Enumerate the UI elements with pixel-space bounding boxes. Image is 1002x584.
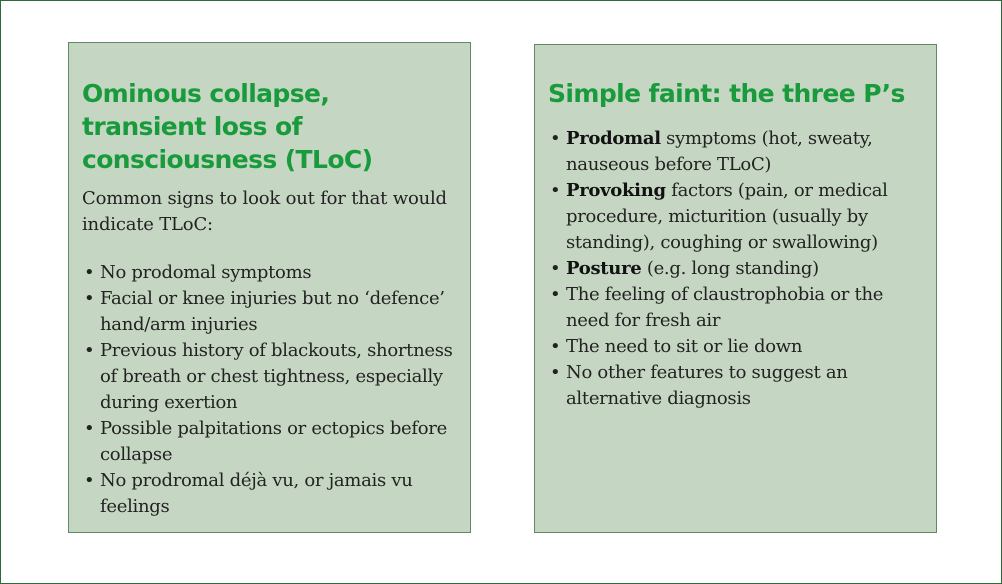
bullet-icon: • xyxy=(84,418,95,439)
list-item-text: symptoms (hot, sweaty, nauseous before TLoC) xyxy=(566,128,873,175)
list-item-text: No other features to suggest an alternative diagnosis xyxy=(566,362,848,409)
bullet-icon: • xyxy=(550,284,561,305)
bullet-icon: • xyxy=(550,128,561,149)
list-item-text: The feeling of claustrophobia or the need for fresh air xyxy=(566,284,884,331)
list-item xyxy=(548,360,926,412)
list-item-text: No prodomal symptoms xyxy=(100,262,312,283)
list-item xyxy=(548,126,926,178)
list-item-text: factors (pain, or medical procedure, micturition (usually by standing), coughing or swallowing) xyxy=(566,180,888,253)
tloc-panel-title: Ominous collapse, transient loss of consciousness (TLoC) xyxy=(82,79,373,174)
list-item xyxy=(82,468,460,520)
list-item xyxy=(82,338,460,416)
list-item-text: Facial or knee injuries but no ‘defence’ hand/arm injuries xyxy=(100,288,445,335)
list-item-term: Provoking xyxy=(566,180,666,201)
list-item-text: (e.g. long standing) xyxy=(641,258,819,279)
bullet-icon: • xyxy=(84,262,95,283)
tloc-panel xyxy=(68,42,471,533)
list-item xyxy=(82,416,460,468)
bullet-icon: • xyxy=(550,336,561,357)
simple-faint-panel xyxy=(534,44,937,533)
list-item-text: Previous history of blackouts, shortness of breath or chest tightness, especially during exertion xyxy=(100,340,453,413)
list-item xyxy=(548,334,926,360)
bullet-icon: • xyxy=(84,340,95,361)
three-ps-list xyxy=(548,126,926,412)
simple-faint-panel-title: Simple faint: the three P’s xyxy=(548,79,905,108)
list-item xyxy=(82,286,460,338)
list-item-text: Possible palpitations or ectopics before collapse xyxy=(100,418,447,465)
list-item-term: Posture xyxy=(566,258,642,279)
list-item xyxy=(548,282,926,334)
list-item-text: The need to sit or lie down xyxy=(566,336,803,357)
list-item xyxy=(548,256,926,282)
tloc-panel-intro: Common signs to look out for that would indicate TLoC: xyxy=(82,188,447,235)
bullet-icon: • xyxy=(84,288,95,309)
tloc-signs-list xyxy=(82,260,460,520)
bullet-icon: • xyxy=(84,470,95,491)
list-item-text: No prodromal déjà vu, or jamais vu feelings xyxy=(100,470,413,517)
bullet-icon: • xyxy=(550,180,561,201)
bullet-icon: • xyxy=(550,362,561,383)
list-item-term: Prodomal xyxy=(566,128,661,149)
list-item xyxy=(548,178,926,256)
list-item xyxy=(82,260,460,286)
bullet-icon: • xyxy=(550,258,561,279)
